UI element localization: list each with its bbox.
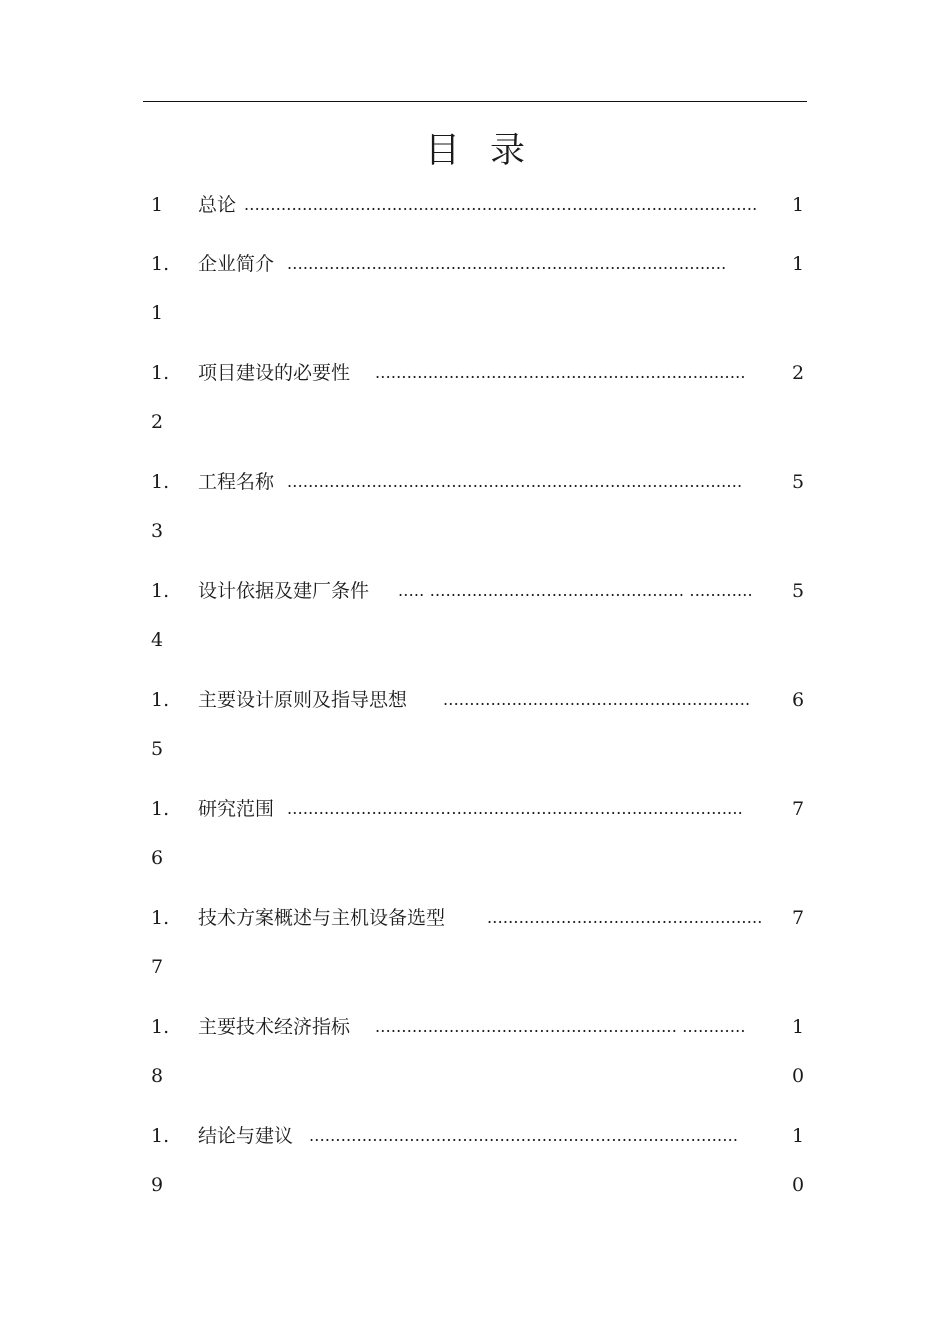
toc-entry[interactable]	[0, 1012, 950, 1042]
toc-entry-page: 1	[791, 253, 805, 275]
toc-entry-number-cont: 2	[151, 411, 164, 433]
toc-entry-title: 企业简介	[198, 253, 275, 275]
toc-entry-number-cont: 1	[151, 302, 164, 324]
toc-entry[interactable]	[0, 685, 950, 715]
toc-entry-number: 1.	[151, 471, 170, 493]
toc-entry-title: 总论	[198, 194, 237, 216]
toc-entry-title: 项目建设的必要性	[198, 362, 351, 384]
toc-entry-leader: ............................……......................……........................	[287, 799, 743, 818]
toc-entry-leader: ..............................……................	[487, 908, 763, 927]
toc-entry[interactable]	[0, 467, 950, 497]
toc-entry-number: 1.	[151, 362, 170, 384]
toc-entry-number-cont: 3	[151, 520, 164, 542]
toc-entry-continuation	[0, 843, 950, 873]
toc-entry-number: 1.	[151, 689, 170, 711]
toc-entry-leader: ..........................……......................................	[375, 363, 746, 382]
toc-entry-leader: ............................……....................... ............	[375, 1017, 746, 1036]
toc-entry-page: 1	[791, 194, 805, 216]
toc-entry-title: 主要技术经济指标	[198, 1016, 351, 1038]
toc-entry-number: 1.	[151, 1016, 170, 1038]
toc-entry[interactable]	[0, 576, 950, 606]
toc-entry-number-cont: 8	[151, 1065, 164, 1087]
toc-entry-title: 工程名称	[198, 471, 275, 493]
toc-entry-title: 结论与建议	[198, 1125, 294, 1147]
toc-entry[interactable]	[0, 1121, 950, 1151]
toc-entry-title: 设计依据及建厂条件	[198, 580, 370, 602]
toc-entry-number: 1	[151, 194, 164, 216]
toc-entry-continuation	[0, 298, 950, 328]
toc-entry-page: 6	[791, 689, 805, 711]
toc-entry-page-cont: 0	[791, 1065, 805, 1087]
toc-entry-title: 技术方案概述与主机设备选型	[198, 907, 446, 929]
toc-entry-continuation	[0, 625, 950, 655]
toc-entry-page: 5	[791, 580, 805, 602]
toc-entry[interactable]	[0, 794, 950, 824]
toc-title-char-1: 目	[424, 131, 460, 171]
toc-entry-number: 1.	[151, 1125, 170, 1147]
toc-entry-continuation	[0, 1061, 950, 1091]
toc-entry-leader: ...........................................……..................................	[287, 254, 727, 273]
toc-entry-number-cont: 9	[151, 1174, 164, 1196]
toc-entry-number-cont: 5	[151, 738, 164, 760]
toc-entry-number: 1.	[151, 580, 170, 602]
toc-entry-page: 7	[791, 798, 805, 820]
toc-entry-leader: ............................……........................	[443, 690, 751, 709]
toc-entry-continuation	[0, 734, 950, 764]
toc-entry[interactable]	[0, 903, 950, 933]
toc-entry-continuation	[0, 952, 950, 982]
toc-entry-page: 1	[791, 1016, 805, 1038]
toc-entry-number: 1.	[151, 798, 170, 820]
toc-entry-leader: ..... ...................……....................... ............	[398, 581, 753, 600]
toc-entry[interactable]	[0, 358, 950, 388]
toc-entry-number: 1.	[151, 253, 170, 275]
toc-entry-continuation	[0, 516, 950, 546]
toc-entry-number-cont: 6	[151, 847, 164, 869]
toc-entry-title: 研究范围	[198, 798, 275, 820]
toc-entry-page-cont: 0	[791, 1174, 805, 1196]
toc-entry-page: 2	[791, 362, 805, 384]
toc-entry-page: 5	[791, 471, 805, 493]
toc-entry-leader: ...........................................................……................................	[244, 195, 758, 214]
toc-entry-continuation	[0, 1170, 950, 1200]
toc-entry-number-cont: 7	[151, 956, 164, 978]
toc-entry-page: 7	[791, 907, 805, 929]
toc-entry-leader: ............................…....................……........................	[309, 1126, 739, 1145]
toc-title-char-2: 录	[490, 131, 526, 171]
toc-entry-number-cont: 4	[151, 629, 164, 651]
toc-entry[interactable]	[0, 249, 950, 279]
toc-entry-number: 1.	[151, 907, 170, 929]
toc-entry-title: 主要设计原则及指导思想	[198, 689, 408, 711]
toc-entry-leader: ..........................……......................................................	[287, 472, 743, 491]
toc-entry-continuation	[0, 407, 950, 437]
toc-entry-page: 1	[791, 1125, 805, 1147]
toc-entry[interactable]	[0, 190, 950, 220]
